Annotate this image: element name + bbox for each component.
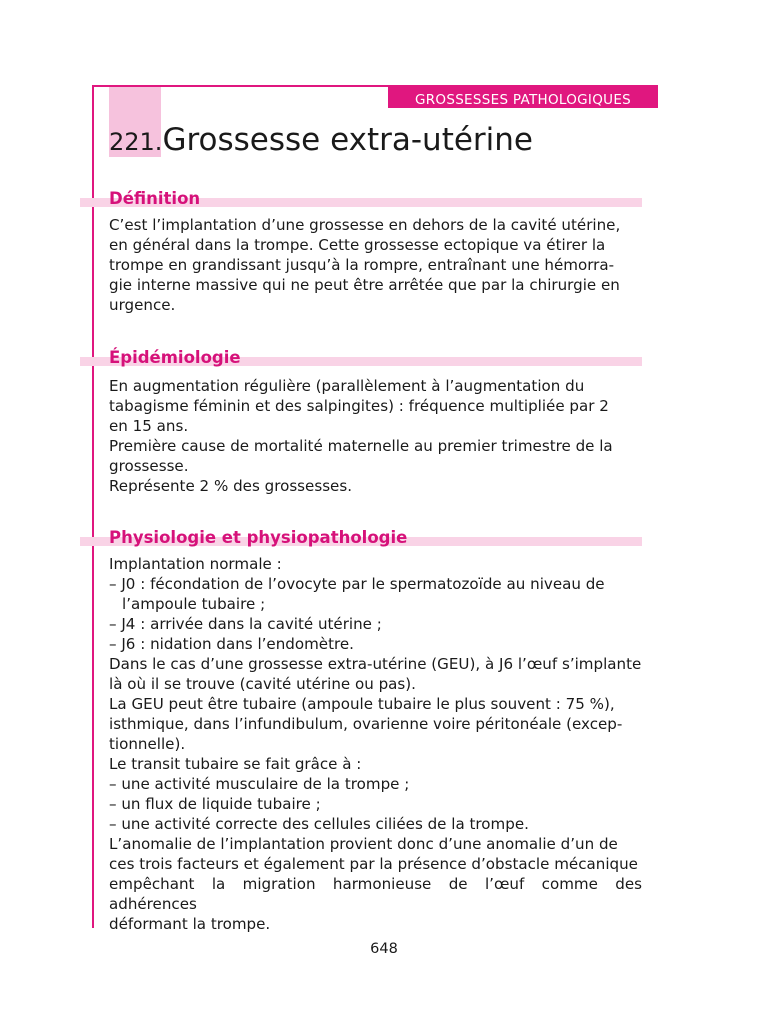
epidemiologie-paragraph: [109, 376, 642, 496]
text-line: tabagisme féminin et des salpingites) : fréquence multipliée par 2: [109, 397, 609, 415]
text-line: en 15 ans.: [109, 417, 189, 435]
physiologie-paragraph: [109, 554, 642, 934]
text-line: Représente 2 % des grossesses.: [109, 477, 353, 495]
text-line: En augmentation régulière (parallèlement à l’augmentation du: [109, 377, 585, 395]
text-line: isthmique, dans l’infundibulum, ovarienne voire péritonéale (excep-: [109, 715, 623, 733]
text-line: en général dans la trompe. Cette grossesse ectopique va étirer la: [109, 236, 606, 254]
text-line: Dans le cas d’une grossesse extra-utérine (GEU), à J6 l’œuf s’implante: [109, 655, 642, 673]
text-line: trompe en grandissant jusqu’à la rompre, entraînant une hémorra-: [109, 256, 615, 274]
text-line: gie interne massive qui ne peut être arrêtée que par la chirurgie en: [109, 276, 620, 294]
section-title-definition: Définition: [109, 189, 201, 208]
text-line: Première cause de mortalité maternelle au premier trimestre de la: [109, 437, 613, 455]
list-item: – un flux de liquide tubaire ;: [109, 795, 321, 813]
text-line: ces trois facteurs et également par la présence d’obstacle mécanique: [109, 855, 638, 873]
text-line: tionnelle).: [109, 735, 186, 753]
page-number: 648: [370, 941, 398, 957]
chapter-title-text: Grossesse extra-utérine: [162, 122, 533, 158]
section-title-epidemiologie: Épidémiologie: [109, 348, 241, 367]
list-item: – J0 : fécondation de l’ovocyte par le spermatozoïde au niveau de: [109, 575, 605, 593]
text-line: grossesse.: [109, 457, 189, 475]
text-line: empêchant la migration harmonieuse de l’œuf comme des adhérences: [109, 875, 642, 913]
text-line: urgence.: [109, 296, 176, 314]
list-item: – une activité correcte des cellules ciliées de la trompe.: [109, 815, 529, 833]
section-title-physiologie: Physiologie et physiopathologie: [109, 528, 408, 547]
text-line: Le transit tubaire se fait grâce à :: [109, 755, 362, 773]
section-heading-definition: [80, 189, 642, 209]
list-item: – J4 : arrivée dans la cavité utérine ;: [109, 615, 382, 633]
text-line: là où il se trouve (cavité utérine ou pas).: [109, 675, 416, 693]
list-item: – J6 : nidation dans l’endomètre.: [109, 635, 354, 653]
text-line: C’est l’implantation d’une grossesse en dehors de la cavité utérine,: [109, 216, 621, 234]
page-frame-left-rule: [92, 85, 94, 928]
list-item-continuation: l’ampoule tubaire ;: [122, 595, 266, 613]
section-heading-physiologie: [80, 528, 642, 548]
definition-paragraph: [109, 215, 642, 315]
text-line: Implantation normale :: [109, 555, 282, 573]
list-item: – une activité musculaire de la trompe ;: [109, 775, 410, 793]
section-heading-epidemiologie: [80, 348, 642, 368]
chapter-number: 221.: [109, 128, 163, 156]
text-line: La GEU peut être tubaire (ampoule tubaire le plus souvent : 75 %),: [109, 695, 615, 713]
text-line: déformant la trompe.: [109, 915, 271, 933]
text-line: L’anomalie de l’implantation provient donc d’une anomalie d’un de: [109, 835, 618, 853]
running-header-label: GROSSESSES PATHOLOGIQUES: [388, 86, 658, 108]
chapter-title: [109, 122, 533, 158]
